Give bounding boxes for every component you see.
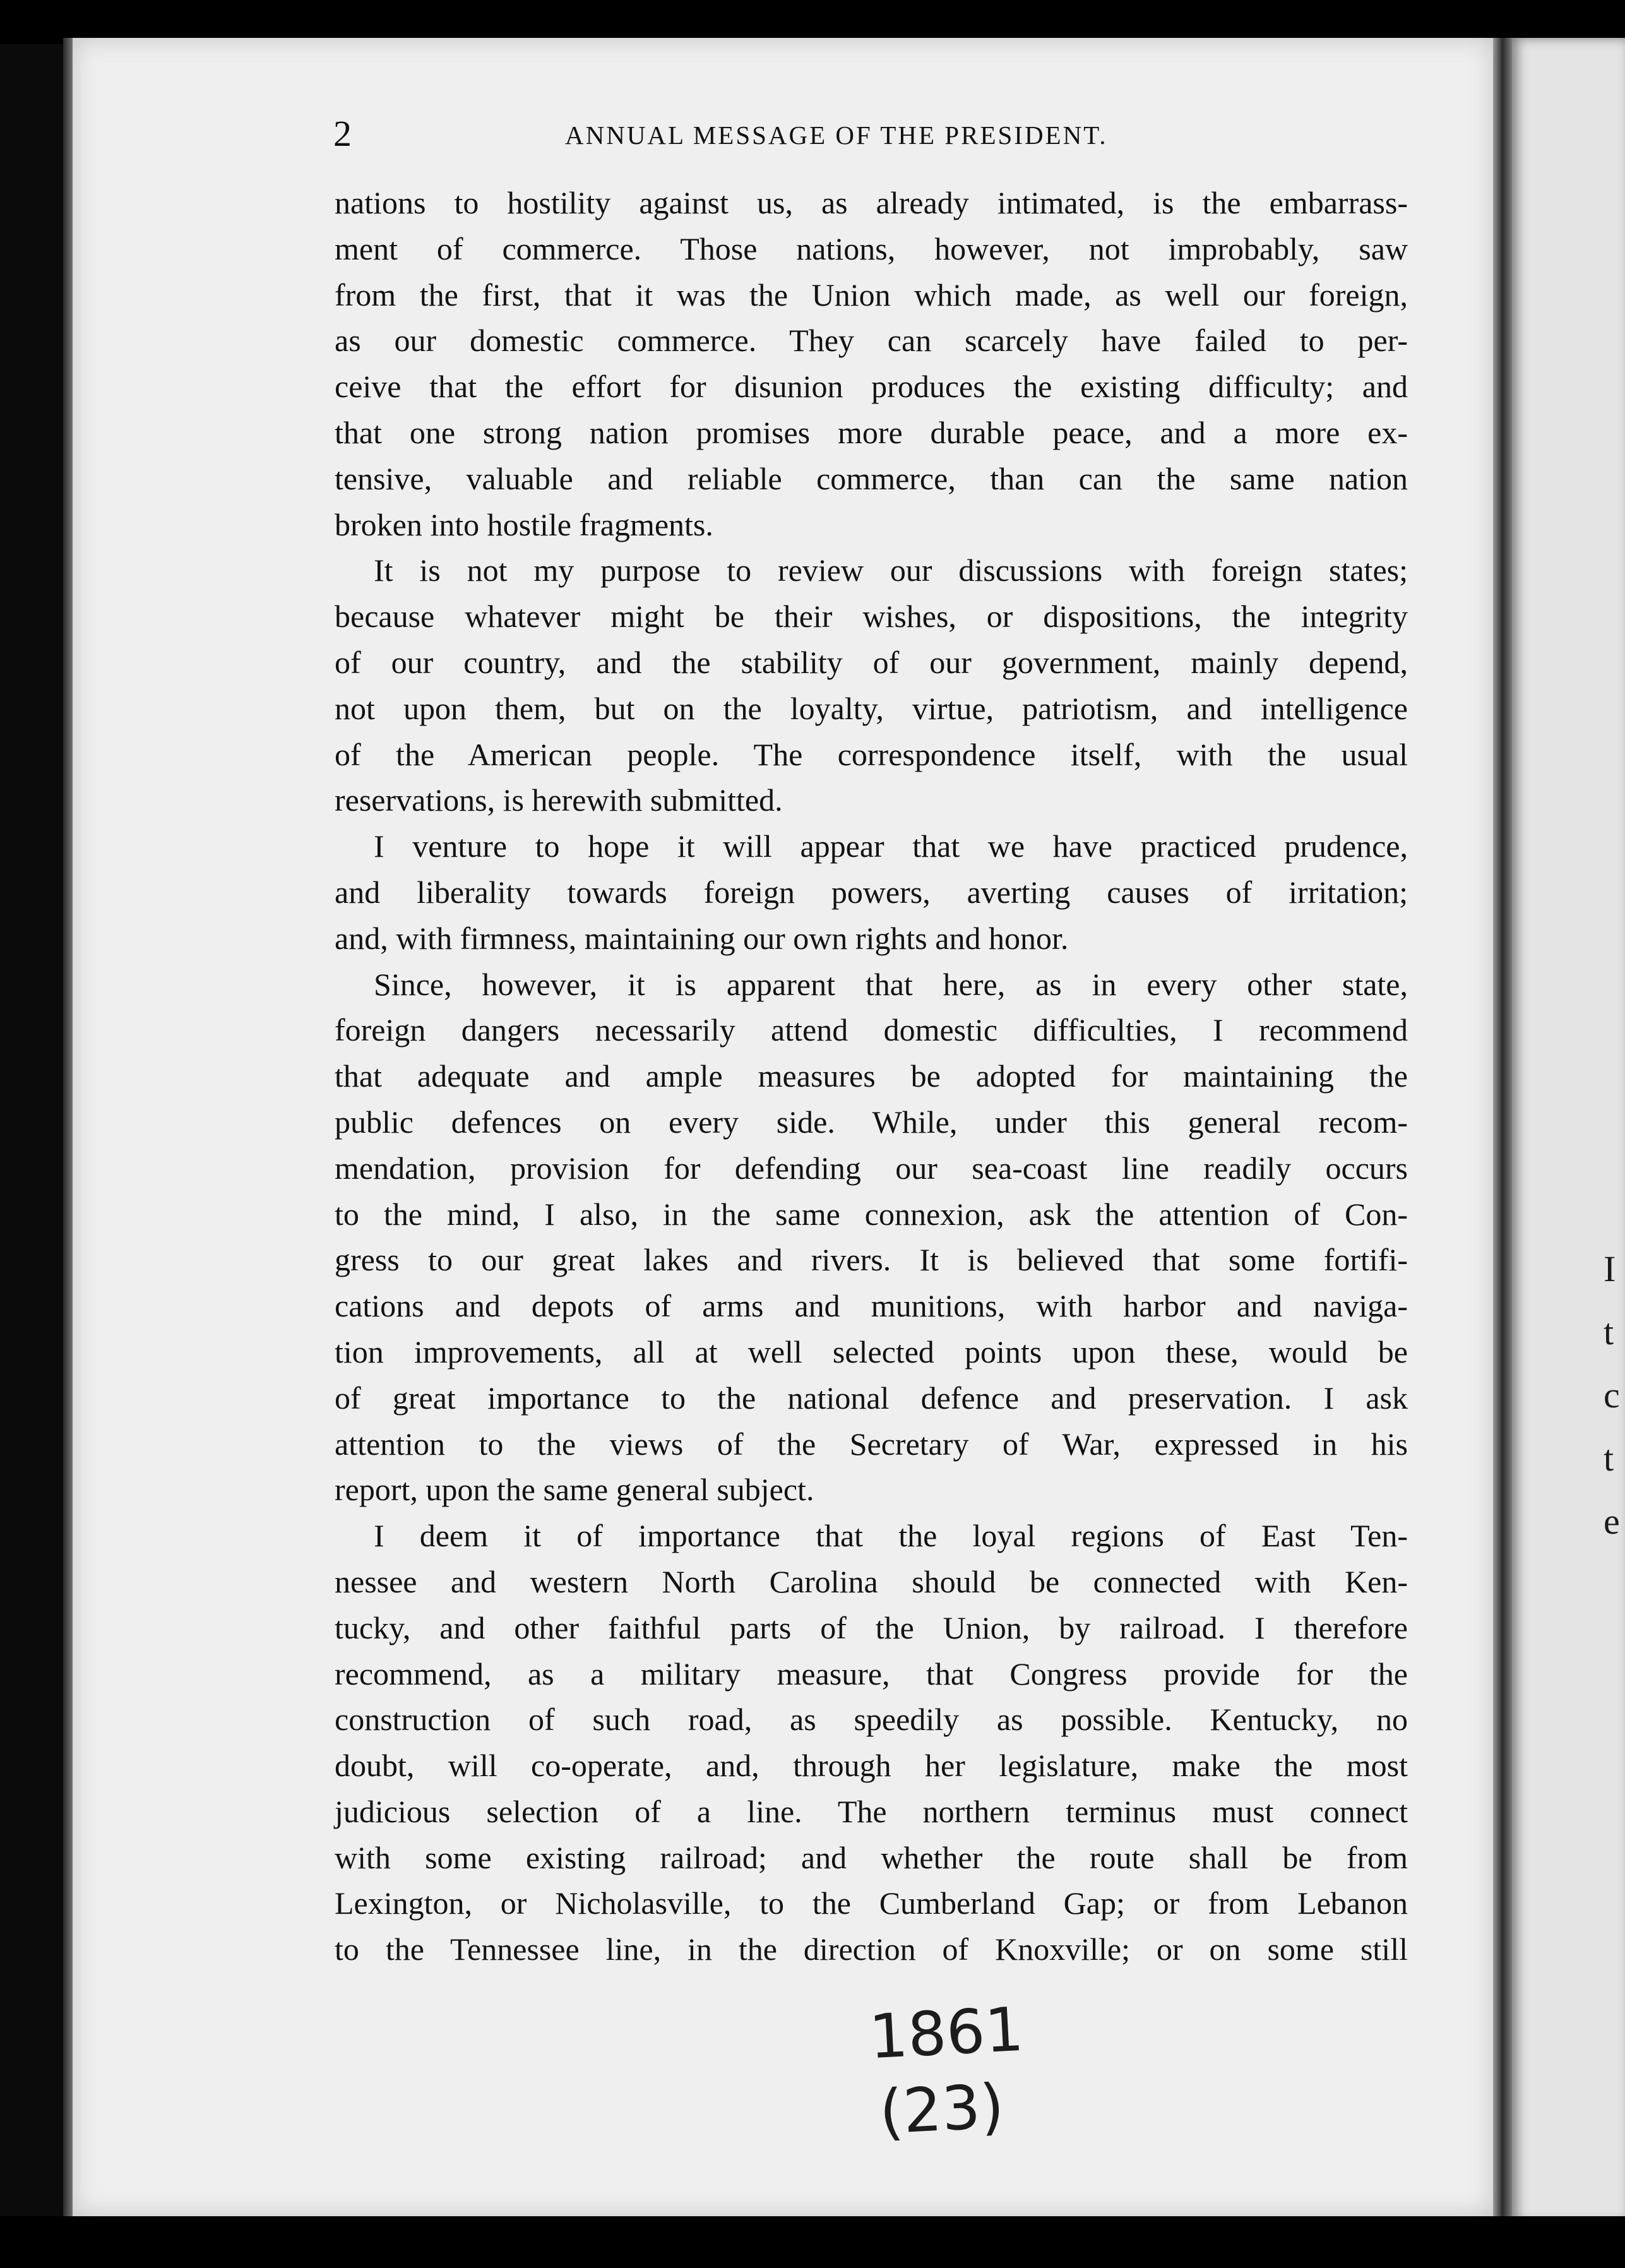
text-line: broken into hostile fragments. [335,506,713,542]
text-line: doubt, will co-operate, and, through her legislature, make the most [335,1748,1408,1784]
text-line: foreign dangers necessarily attend domestic difficulties, I recommend [335,1012,1408,1048]
text-line: that adequate and ample measures be adopted for maintaining the [335,1058,1408,1094]
adjacent-page-letter: t [1604,1438,1614,1479]
paragraph-start-line: It is not my purpose to review our discussions with foreign states; [374,552,1408,588]
book-gutter [1493,38,1512,2223]
text-line: from the first, that it was the Union which made, as well our foreign, [335,277,1408,313]
adjacent-page-letter: e [1604,1501,1620,1542]
text-line: of our country, and the stability of our government, mainly depend, [335,644,1408,680]
text-line: public defences on every side. While, under this general recom- [335,1104,1408,1140]
adjacent-page-letter: t [1604,1311,1614,1352]
text-line: recommend, as a military measure, that Congress provide for the [335,1656,1408,1692]
text-line: because whatever might be their wishes, or dispositions, the integrity [335,599,1408,635]
paragraph-start-line: Since, however, it is apparent that here, as in every other state, [374,966,1408,1002]
text-line: cations and depots of arms and munitions, with harbor and naviga- [335,1288,1408,1324]
text-line: as our domestic commerce. They can scarcely have failed to per- [335,323,1408,359]
text-line: tion improvements, all at well selected points upon these, would be [335,1334,1408,1370]
running-title: ANNUAL MESSAGE OF THE PRESIDENT. [565,121,1108,150]
adjacent-page-letter: I [1604,1248,1616,1289]
text-line: and, with firmness, maintaining our own rights and honor. [335,920,1069,956]
text-line: tensive, valuable and reliable commerce, than can the same nation [335,460,1408,496]
text-line: of the American people. The correspondence itself, with the usual [335,736,1408,772]
text-line: to the mind, I also, in the same connexion, ask the attention of Con- [335,1196,1408,1232]
text-line: ment of commerce. Those nations, however, not improbably, saw [335,230,1408,266]
paragraph-start-line: I venture to hope it will appear that we have practiced prudence, [374,828,1408,864]
text-line: reservations, is herewith submitted. [335,782,783,818]
text-line: and liberality towards foreign powers, averting causes of irritation; [335,874,1408,910]
text-line: construction of such road, as speedily as possible. Kentucky, no [335,1702,1408,1738]
text-line: attention to the views of the Secretary of War, expressed in his [335,1426,1408,1462]
handwritten-year: 1861 [867,1993,1025,2073]
text-line: of great importance to the national defence and preservation. I ask [335,1380,1408,1416]
text-line: Lexington, or Nicholasville, to the Cumberland Gap; or from Lebanon [335,1885,1408,1921]
page-number: 2 [333,113,352,154]
body-text [335,180,1408,1973]
text-line: with some existing railroad; and whether the route shall be from [335,1839,1408,1875]
text-line: not upon them, but on the loyalty, virtue, patriotism, and intelligence [335,690,1408,726]
text-line: report, upon the same general subject. [335,1472,814,1508]
adjacent-page [1512,38,1625,2223]
handwritten-number: (23) [878,2070,1006,2148]
scan-border-bottom [0,2216,1625,2268]
text-line: mendation, provision for defending our sea-coast line readily occurs [335,1150,1408,1186]
text-line: nessee and western North Carolina should be connected with Ken- [335,1563,1408,1599]
text-line: that one strong nation promises more durable peace, and a more ex- [335,414,1408,450]
text-line: tucky, and other faithful parts of the Union, by railroad. I therefore [335,1609,1408,1645]
adjacent-page-letter: c [1604,1375,1620,1416]
text-line: judicious selection of a line. The northern terminus must connect [335,1793,1408,1829]
adjacent-page-text [1604,1238,1625,1553]
handwritten-annotation [867,1991,1030,2151]
text-line: ceive that the effort for disunion produces the existing difficulty; and [335,369,1408,405]
text-line: to the Tennessee line, in the direction of Knoxville; or on some still [335,1931,1408,1967]
text-line: gress to our great lakes and rivers. It is believed that some fortifi- [335,1242,1408,1278]
text-line: nations to hostility against us, as already intimated, is the embarrass- [335,185,1408,220]
paragraph-start-line: I deem it of importance that the loyal regions of East Ten- [374,1518,1408,1554]
